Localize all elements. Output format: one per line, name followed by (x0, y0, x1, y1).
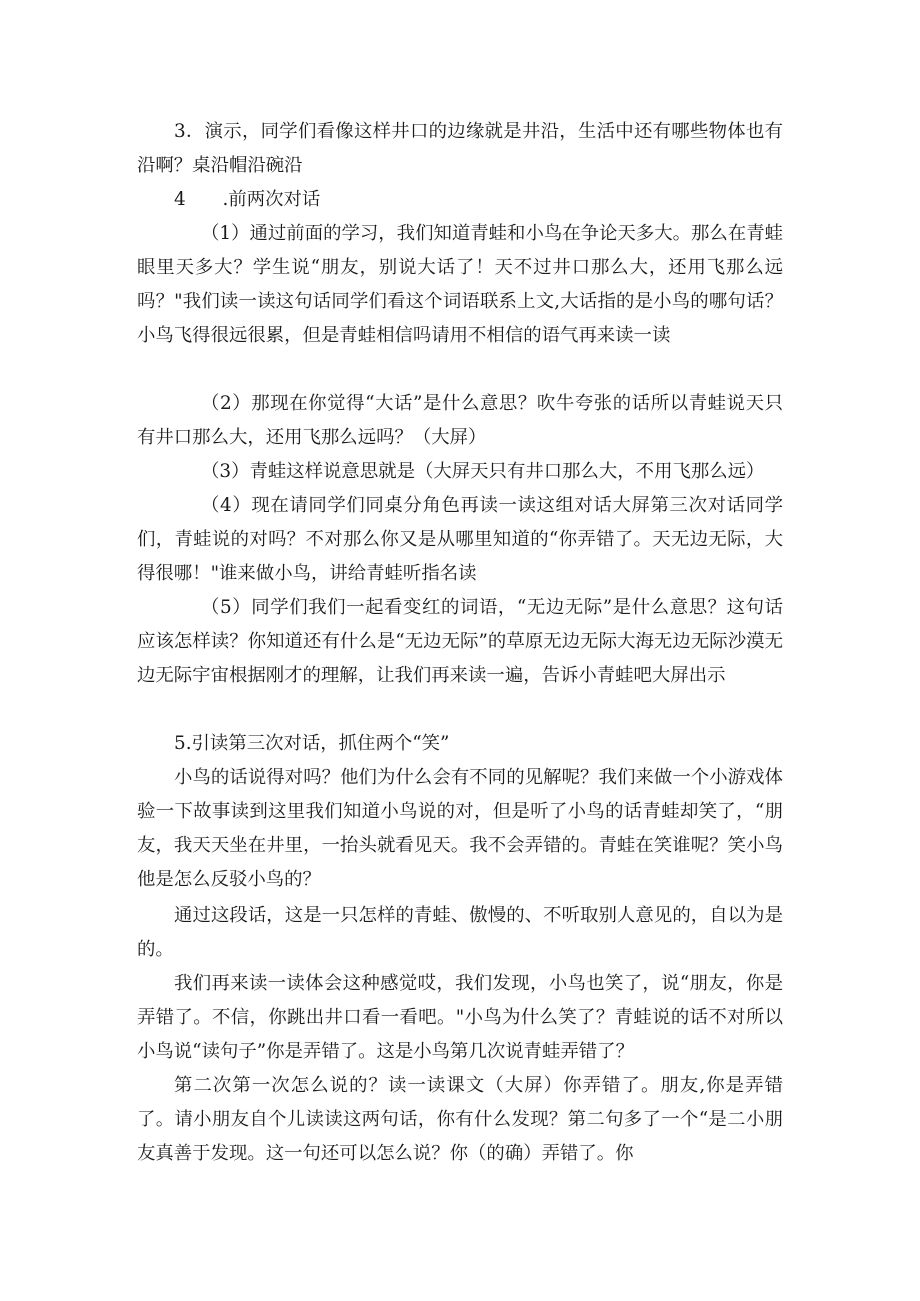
paragraph-read-again: 我们再来读一读体会这种感觉哎，我们发现，小鸟也笑了，说“朋友，你是弄错了。不信，你跳出井口看一看吧。"小鸟为什么笑了？青蛙说的话不对所以小鸟说“读句子”你是弄错了。这是小鸟第几次说青蛙弄错了？ (137, 973, 783, 1062)
paragraph-second-time: 第二次第一次怎么说的？读一读课文（大屏）你弄错了。朋友,你是弄错了。请小朋友自个儿读读这两句话，你有什么发现？第二句多了一个“是二小朋友真善于发现。这一句还可以怎么说？你（的确）弄错了。你 (137, 1075, 783, 1164)
paragraph-item-3: （3）青蛙这样说意思就是（大屏天只有井口那么大，不用飞那么远） (201, 461, 765, 482)
paragraph-bird-words: 小鸟的话说得对吗？他们为什么会有不同的见解呢？我们来做一个小游戏体验一下故事读到这里我们知道小鸟说的对，但是听了小鸟的话青蛙却笑了，“朋友，我天天坐在井里，一抬头就看见天。我不会弄错的。青蛙在笑谁呢？笑小鸟他是怎么反驳小鸟的？ (137, 767, 783, 890)
paragraph-frog-character: 通过这段话，这是一只怎样的青蛙、傲慢的、不听取别人意见的，自以为是的。 (137, 905, 783, 960)
paragraph-step-5-heading: 5.引读第三次对话，抓住两个“笑” (174, 733, 450, 754)
paragraph-step-4-heading: 4 .前两次对话 (174, 189, 321, 210)
paragraph-step-3: 3．演示，同学们看像这样井口的边缘就是井沿，生活中还有哪些物体也有沿啊？桌沿帽沿碗沿 (137, 121, 783, 176)
paragraph-item-5: （5）同学们我们一起看变红的词语，“无边无际”是什么意思？这句话应该怎样读？你知道还有什么是“无边无际”的草原无边无际大海无边无际沙漠无边无际宇宙根据刚才的理解，让我们再来读一遍，告诉小青蛙吧大屏出示 (137, 597, 783, 686)
paragraph-item-2: （2）那现在你觉得“大话”是什么意思？吹牛夸张的话所以青蛙说天只有井口那么大，还用飞那么远吗？（大屏） (137, 393, 783, 448)
paragraph-item-4: （4）现在请同学们同桌分角色再读一读这组对话大屏第三次对话同学们，青蛙说的对吗？不对那么你又是从哪里知道的“你弄错了。天无边无际，大得很哪！"谁来做小鸟，讲给青蛙听指名读 (137, 495, 783, 584)
paragraph-item-1: （1）通过前面的学习，我们知道青蛙和小鸟在争论天多大。那么在青蛙眼里天多大？学生说“朋友，别说大话了！天不过井口那么大，还用飞那么远吗？"我们读一读这句话同学们看这个词语联系上文,大话指的是小鸟的哪句话？小鸟飞得很远很累，但是青蛙相信吗请用不相信的语气再来读一读 (137, 223, 783, 346)
